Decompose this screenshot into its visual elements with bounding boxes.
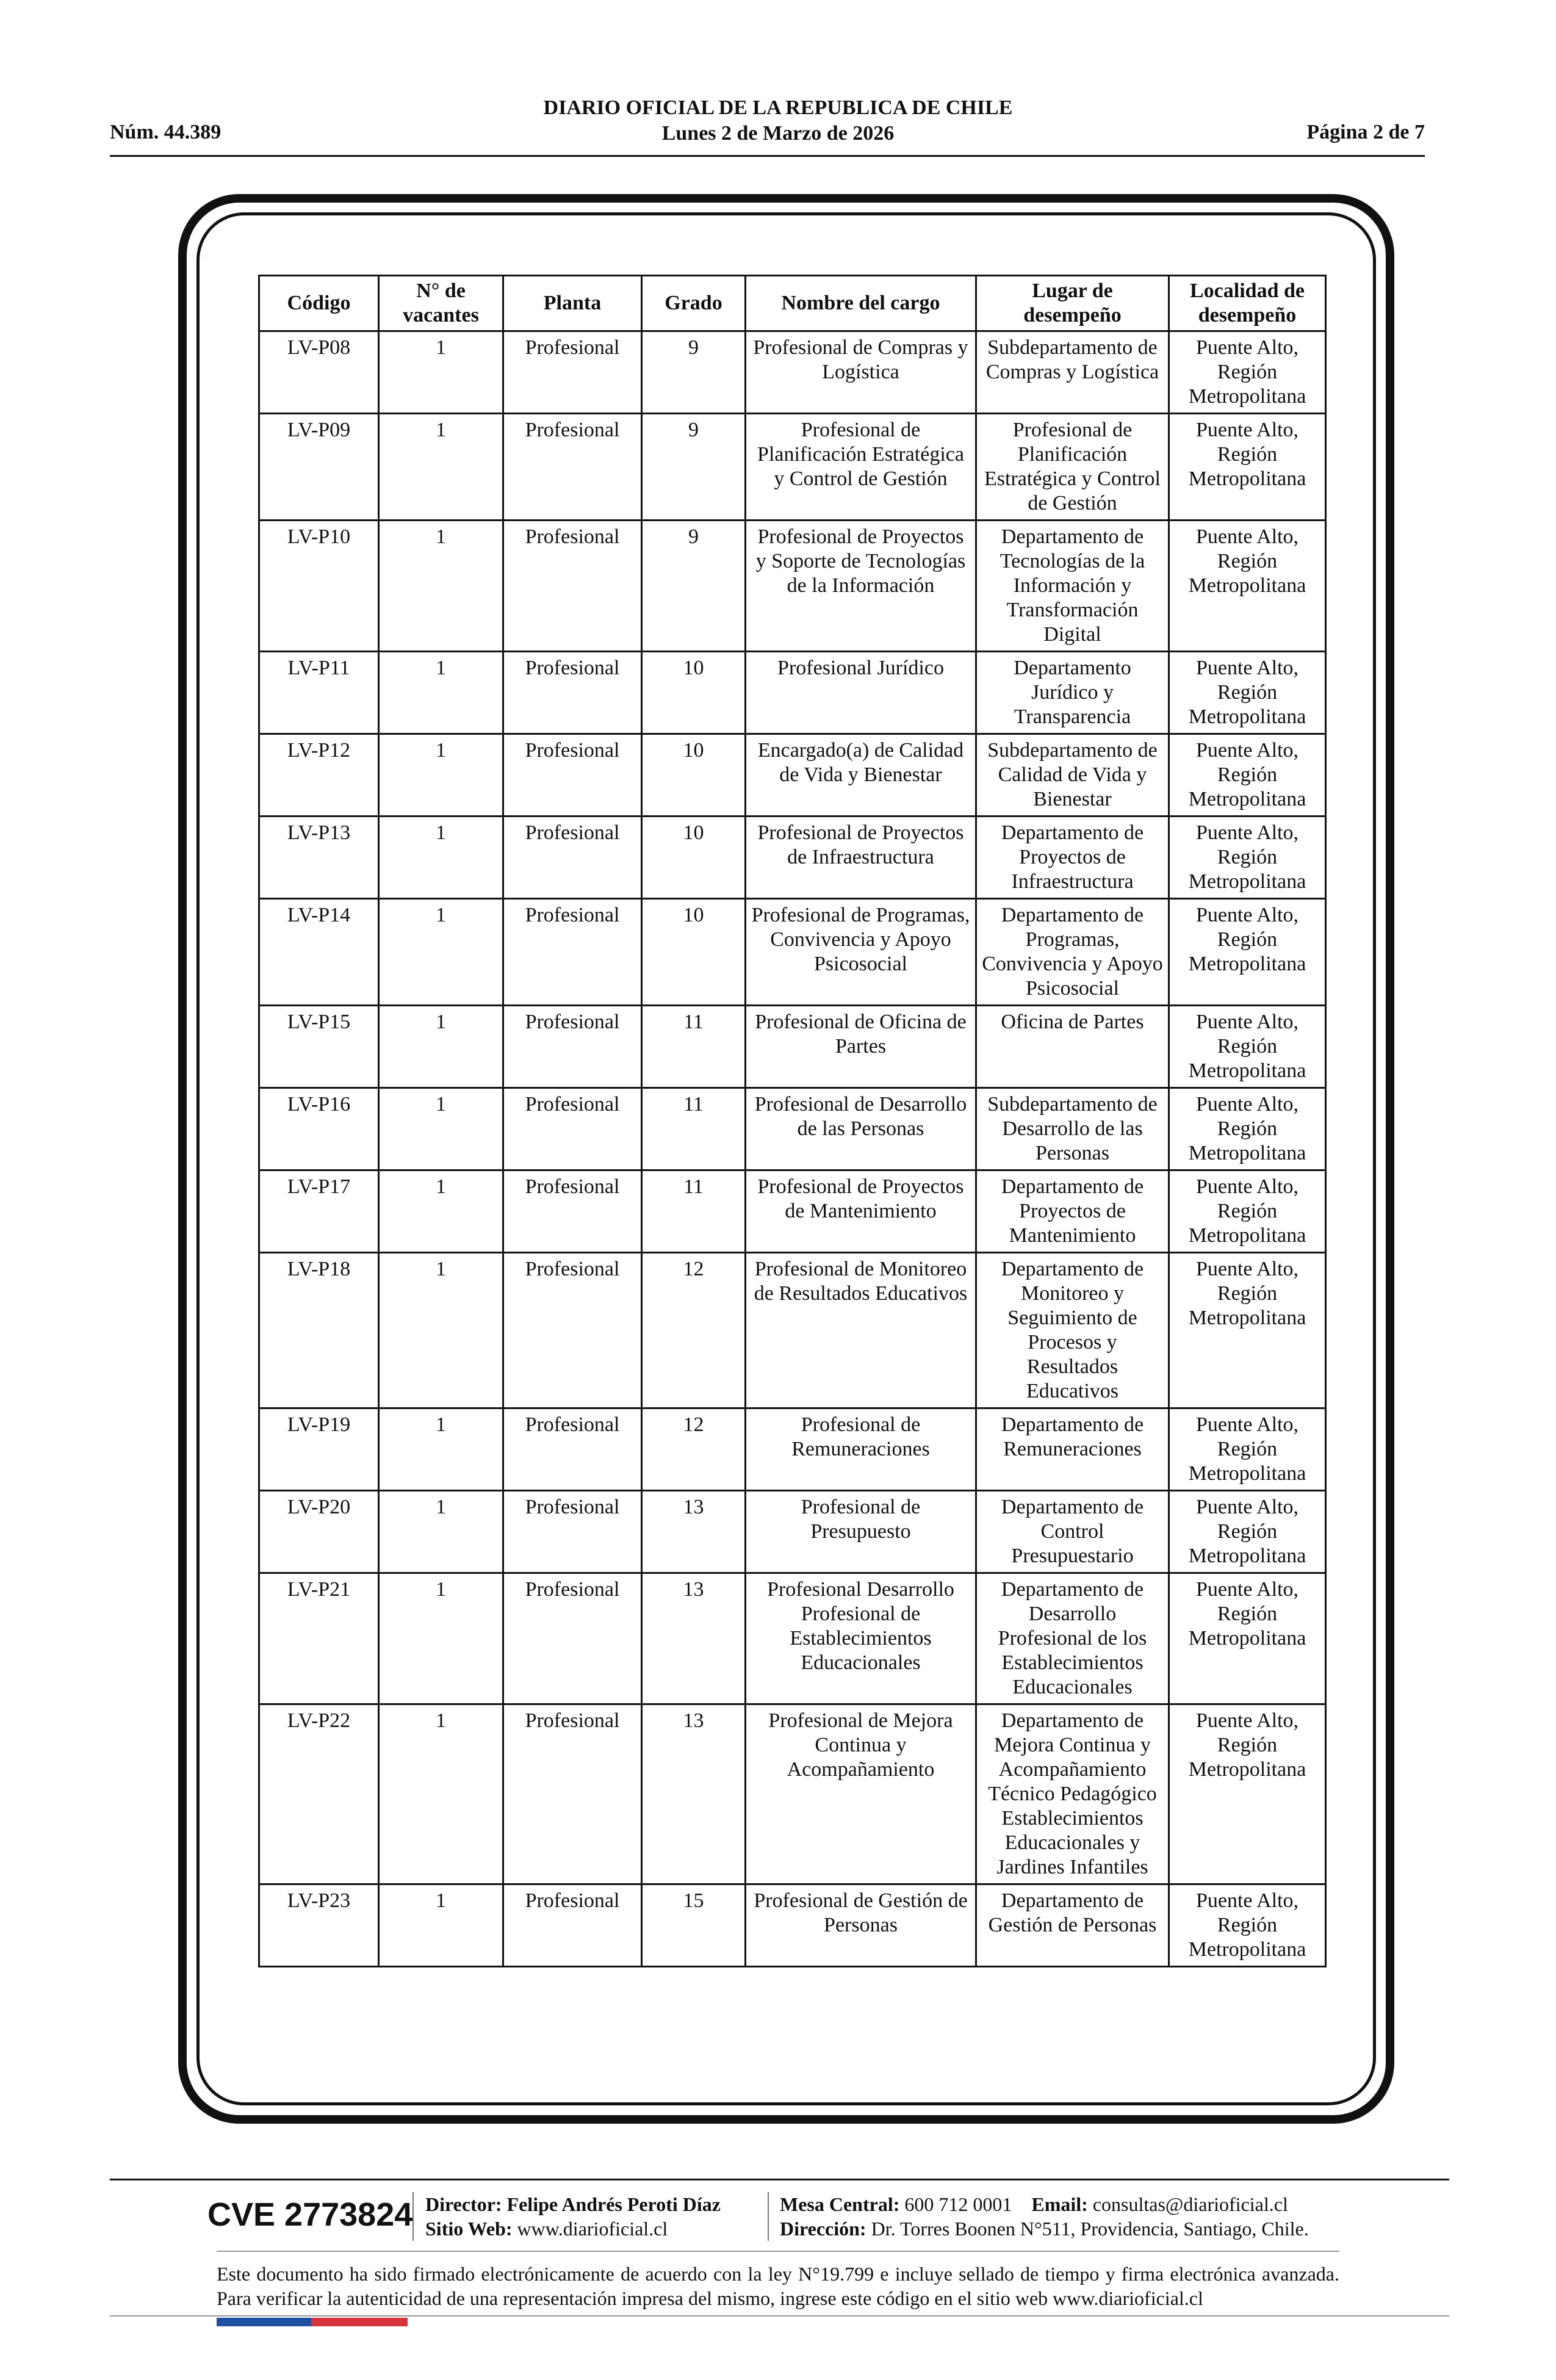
- address-value: Dr. Torres Boonen N°511, Providencia, Santiago, Chile.: [871, 2218, 1309, 2240]
- cell-planta: Profesional: [503, 1491, 642, 1573]
- publication-title: DIARIO OFICIAL DE LA REPUBLICA DE CHILE: [543, 96, 1013, 119]
- cell-codigo: LV-P12: [259, 734, 379, 817]
- cell-planta: Profesional: [503, 734, 642, 817]
- cell-cargo: Profesional de Compras y Logística: [746, 331, 976, 414]
- cell-codigo: LV-P18: [259, 1253, 379, 1408]
- cell-codigo: LV-P19: [259, 1408, 379, 1491]
- cell-planta: Profesional: [503, 1088, 642, 1170]
- cell-localidad: Puente Alto, Región Metropolitana: [1169, 414, 1326, 521]
- table-row: [259, 521, 1326, 652]
- cell-codigo: LV-P21: [259, 1573, 379, 1704]
- cell-grado: 9: [642, 331, 746, 414]
- cell-grado: 13: [642, 1491, 746, 1573]
- cell-planta: Profesional: [503, 899, 642, 1006]
- cell-codigo: LV-P20: [259, 1491, 379, 1573]
- cell-codigo: LV-P13: [259, 817, 379, 899]
- header-lugar: Lugar de desempeño: [976, 276, 1169, 331]
- cell-vacantes: 1: [379, 817, 503, 899]
- cell-vacantes: 1: [379, 414, 503, 521]
- cell-cargo: Profesional de Monitoreo de Resultados Educativos: [746, 1253, 976, 1408]
- cell-lugar: Profesional de Planificación Estratégica y Control de Gestión: [976, 414, 1169, 521]
- header-grado: Grado: [642, 276, 746, 331]
- cell-lugar: Departamento de Monitoreo y Seguimiento de Procesos y Resultados Educativos: [976, 1253, 1169, 1408]
- cell-vacantes: 1: [379, 652, 503, 734]
- table-header-row: [259, 276, 1326, 331]
- footer-separator: [412, 2192, 414, 2241]
- cell-codigo: LV-P15: [259, 1006, 379, 1088]
- cell-localidad: Puente Alto, Región Metropolitana: [1169, 1491, 1326, 1573]
- cell-vacantes: 1: [379, 734, 503, 817]
- footer-divider-bottom: [110, 2315, 1449, 2317]
- cell-localidad: Puente Alto, Región Metropolitana: [1169, 1704, 1326, 1884]
- table-row: [259, 1170, 1326, 1253]
- issue-number: Núm. 44.389: [110, 121, 222, 143]
- table-row: [259, 331, 1326, 414]
- footer-divider-top: [110, 2179, 1449, 2180]
- table-row: [259, 652, 1326, 734]
- cell-planta: Profesional: [503, 331, 642, 414]
- cell-cargo: Profesional de Oficina de Partes: [746, 1006, 976, 1088]
- email-label: Email:: [1031, 2193, 1088, 2215]
- table-row: [259, 1408, 1326, 1491]
- footer-separator: [768, 2192, 769, 2241]
- director-label: Director:: [425, 2193, 502, 2215]
- cell-vacantes: 1: [379, 1006, 503, 1088]
- cell-localidad: Puente Alto, Región Metropolitana: [1169, 1088, 1326, 1170]
- cell-cargo: Profesional de Proyectos de Mantenimiento: [746, 1170, 976, 1253]
- cell-vacantes: 1: [379, 1573, 503, 1704]
- cell-vacantes: 1: [379, 899, 503, 1006]
- cell-lugar: Departamento de Proyectos de Infraestructura: [976, 817, 1169, 899]
- cell-localidad: Puente Alto, Región Metropolitana: [1169, 1408, 1326, 1491]
- table-row: [259, 1884, 1326, 1967]
- cell-planta: Profesional: [503, 1884, 642, 1967]
- table-row: [259, 1704, 1326, 1884]
- table-row: [259, 1006, 1326, 1088]
- cell-cargo: Profesional de Gestión de Personas: [746, 1884, 976, 1967]
- cell-grado: 13: [642, 1573, 746, 1704]
- cell-lugar: Departamento Jurídico y Transparencia: [976, 652, 1169, 734]
- cell-cargo: Encargado(a) de Calidad de Vida y Bienestar: [746, 734, 976, 817]
- cell-codigo: LV-P10: [259, 521, 379, 652]
- header-planta: Planta: [503, 276, 642, 331]
- cell-localidad: Puente Alto, Región Metropolitana: [1169, 331, 1326, 414]
- table-row: [259, 414, 1326, 521]
- cell-localidad: Puente Alto, Región Metropolitana: [1169, 1006, 1326, 1088]
- table-row: [259, 1088, 1326, 1170]
- cell-lugar: Departamento de Proyectos de Mantenimiento: [976, 1170, 1169, 1253]
- cell-lugar: Departamento de Gestión de Personas: [976, 1884, 1169, 1967]
- cell-vacantes: 1: [379, 1170, 503, 1253]
- table-row: [259, 817, 1326, 899]
- cell-grado: 13: [642, 1704, 746, 1884]
- cell-codigo: LV-P09: [259, 414, 379, 521]
- cell-grado: 9: [642, 521, 746, 652]
- publication-date: Lunes 2 de Marzo de 2026: [661, 122, 895, 145]
- cell-lugar: Departamento de Tecnologías de la Información y Transformación Digital: [976, 521, 1169, 652]
- contact-block: [780, 2192, 1309, 2241]
- director-name: Felipe Andrés Peroti Díaz: [506, 2193, 721, 2215]
- cell-grado: 10: [642, 899, 746, 1006]
- cell-grado: 11: [642, 1170, 746, 1253]
- cell-vacantes: 1: [379, 1253, 503, 1408]
- cell-planta: Profesional: [503, 817, 642, 899]
- cell-planta: Profesional: [503, 414, 642, 521]
- cell-grado: 12: [642, 1408, 746, 1491]
- cell-vacantes: 1: [379, 1704, 503, 1884]
- cell-vacantes: 1: [379, 1884, 503, 1967]
- cell-vacantes: 1: [379, 1088, 503, 1170]
- cell-lugar: Departamento de Remuneraciones: [976, 1408, 1169, 1491]
- cell-cargo: Profesional de Remuneraciones: [746, 1408, 976, 1491]
- cell-planta: Profesional: [503, 1704, 642, 1884]
- page-header: [0, 0, 1556, 165]
- cell-planta: Profesional: [503, 1573, 642, 1704]
- cell-lugar: Subdepartamento de Compras y Logística: [976, 331, 1169, 414]
- table-row: [259, 1253, 1326, 1408]
- cell-lugar: Departamento de Mejora Continua y Acompañamiento Técnico Pedagógico Establecimientos Educacionales y Jardines Infantiles: [976, 1704, 1169, 1884]
- mesa-phone: 600 712 0001: [904, 2193, 1012, 2215]
- footer-divider-mid: [217, 2251, 1339, 2252]
- cell-grado: 9: [642, 414, 746, 521]
- cell-localidad: Puente Alto, Región Metropolitana: [1169, 1170, 1326, 1253]
- cell-planta: Profesional: [503, 521, 642, 652]
- page-number: Página 2 de 7: [1306, 121, 1425, 143]
- cell-localidad: Puente Alto, Región Metropolitana: [1169, 652, 1326, 734]
- cell-grado: 11: [642, 1006, 746, 1088]
- cell-localidad: Puente Alto, Región Metropolitana: [1169, 817, 1326, 899]
- cell-grado: 12: [642, 1253, 746, 1408]
- cell-vacantes: 1: [379, 1491, 503, 1573]
- cell-planta: Profesional: [503, 652, 642, 734]
- table-row: [259, 1573, 1326, 1704]
- cell-cargo: Profesional de Programas, Convivencia y Apoyo Psicosocial: [746, 899, 976, 1006]
- cell-localidad: Puente Alto, Región Metropolitana: [1169, 1253, 1326, 1408]
- flag-bar-red: [311, 2318, 408, 2326]
- signature-note: Este documento ha sido firmado electrónicamente de acuerdo con la ley N°19.799 e incluye sellado de tiempo y firma electrónica avanzada. Para verificar la autenticidad de una representación impresa del mismo, ingrese este código en el sitio web www.diarioficial.cl: [217, 2263, 1339, 2309]
- header-cargo: Nombre del cargo: [746, 276, 976, 331]
- cell-localidad: Puente Alto, Región Metropolitana: [1169, 521, 1326, 652]
- cell-codigo: LV-P11: [259, 652, 379, 734]
- cell-planta: Profesional: [503, 1408, 642, 1491]
- header-codigo: Código: [259, 276, 379, 331]
- cell-cargo: Profesional de Planificación Estratégica y Control de Gestión: [746, 414, 976, 521]
- cell-codigo: LV-P22: [259, 1704, 379, 1884]
- table-row: [259, 899, 1326, 1006]
- mesa-label: Mesa Central:: [780, 2193, 900, 2215]
- cell-cargo: Profesional de Desarrollo de las Personas: [746, 1088, 976, 1170]
- address-label: Dirección:: [780, 2218, 866, 2240]
- site-link[interactable]: www.diarioficial.cl: [517, 2218, 668, 2240]
- flag-bar-blue: [217, 2318, 311, 2326]
- cell-lugar: Subdepartamento de Calidad de Vida y Bienestar: [976, 734, 1169, 817]
- cell-grado: 10: [642, 734, 746, 817]
- cell-cargo: Profesional de Mejora Continua y Acompañamiento: [746, 1704, 976, 1884]
- cell-localidad: Puente Alto, Región Metropolitana: [1169, 734, 1326, 817]
- cell-vacantes: 1: [379, 521, 503, 652]
- cell-cargo: Profesional Desarrollo Profesional de Establecimientos Educacionales: [746, 1573, 976, 1704]
- cell-localidad: Puente Alto, Región Metropolitana: [1169, 1573, 1326, 1704]
- cell-grado: 10: [642, 817, 746, 899]
- cell-vacantes: 1: [379, 1408, 503, 1491]
- cell-lugar: Departamento de Desarrollo Profesional de los Establecimientos Educacionales: [976, 1573, 1169, 1704]
- cell-planta: Profesional: [503, 1006, 642, 1088]
- cell-cargo: Profesional Jurídico: [746, 652, 976, 734]
- cve-code: CVE 2773824: [207, 2196, 413, 2233]
- table-body: [259, 331, 1326, 1967]
- cell-codigo: LV-P23: [259, 1884, 379, 1967]
- cell-cargo: Profesional de Proyectos y Soporte de Tecnologías de la Información: [746, 521, 976, 652]
- cell-vacantes: 1: [379, 331, 503, 414]
- cell-lugar: Oficina de Partes: [976, 1006, 1169, 1088]
- cell-codigo: LV-P16: [259, 1088, 379, 1170]
- cell-grado: 15: [642, 1884, 746, 1967]
- cell-cargo: Profesional de Presupuesto: [746, 1491, 976, 1573]
- cell-localidad: Puente Alto, Región Metropolitana: [1169, 899, 1326, 1006]
- cell-localidad: Puente Alto, Región Metropolitana: [1169, 1884, 1326, 1967]
- header-divider: [110, 155, 1425, 157]
- cell-lugar: Subdepartamento de Desarrollo de las Personas: [976, 1088, 1169, 1170]
- cell-planta: Profesional: [503, 1170, 642, 1253]
- cell-grado: 11: [642, 1088, 746, 1170]
- cell-cargo: Profesional de Proyectos de Infraestructura: [746, 817, 976, 899]
- cell-lugar: Departamento de Control Presupuestario: [976, 1491, 1169, 1573]
- table-row: [259, 1491, 1326, 1573]
- cell-planta: Profesional: [503, 1253, 642, 1408]
- cell-codigo: LV-P14: [259, 899, 379, 1006]
- table-row: [259, 734, 1326, 817]
- positions-table: [258, 275, 1327, 1967]
- site-label: Sitio Web:: [425, 2218, 513, 2240]
- director-block: [425, 2192, 721, 2241]
- cell-lugar: Departamento de Programas, Convivencia y Apoyo Psicosocial: [976, 899, 1169, 1006]
- email-link[interactable]: consultas@diarioficial.cl: [1092, 2193, 1288, 2215]
- cell-codigo: LV-P08: [259, 331, 379, 414]
- cell-codigo: LV-P17: [259, 1170, 379, 1253]
- header-vacantes: N° de vacantes: [379, 276, 503, 331]
- header-localidad: Localidad de desempeño: [1169, 276, 1326, 331]
- cell-grado: 10: [642, 652, 746, 734]
